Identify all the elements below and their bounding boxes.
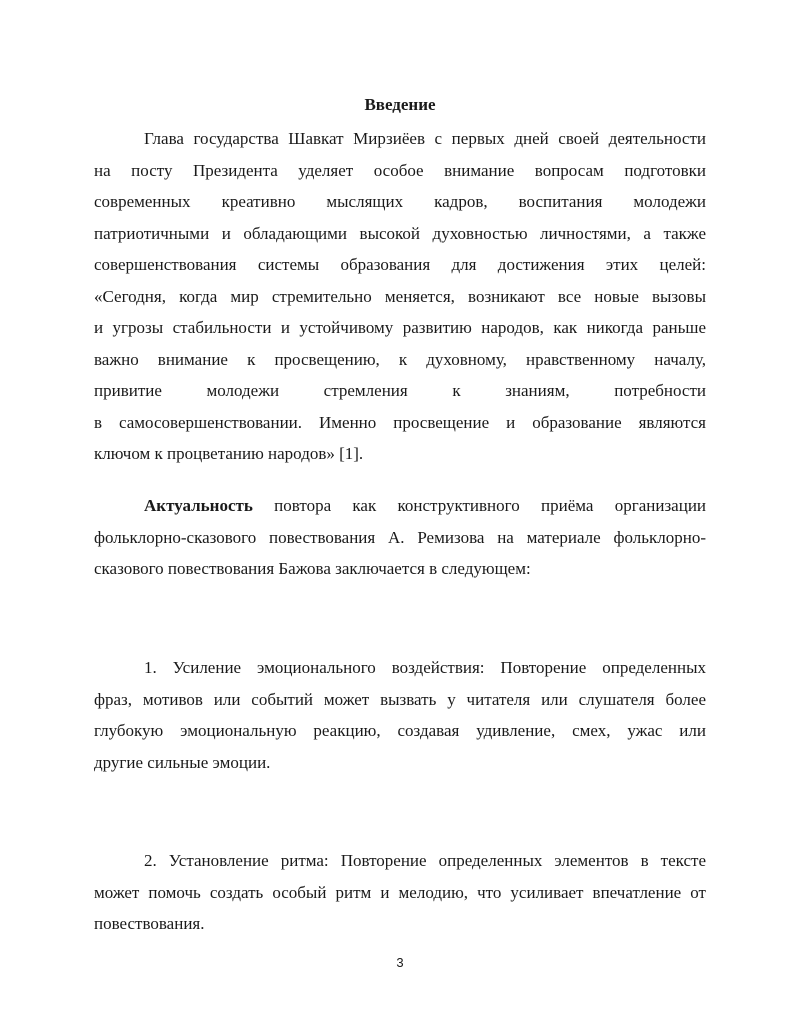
intro-line: совершенствования системы образования для достижения этих целей: bbox=[94, 255, 706, 274]
intro-line: и угрозы стабильности и устойчивому развитию народов, как никогда раньше bbox=[94, 318, 706, 337]
list-item-line: другие сильные эмоции. bbox=[94, 752, 271, 772]
intro-line: ключом к процветанию народов» [1]. bbox=[94, 444, 364, 463]
relevance-first-line bbox=[94, 490, 706, 522]
intro-line: современных креативно мыслящих кадров, воспитания молодежи bbox=[94, 192, 706, 211]
list-item-2 bbox=[94, 845, 706, 940]
intro-line: Глава государства Шавкат Мирзиёев с первых дней своей деятельности bbox=[144, 129, 706, 148]
page-number: 3 bbox=[396, 955, 404, 970]
list-item-line: фраз, мотивов или событий может вызвать у читателя или слушателя более bbox=[94, 689, 706, 709]
relevance-line: фольклорно-сказового повествования А. Ремизова на материале фольклорно- bbox=[94, 527, 706, 547]
list-item-1 bbox=[94, 652, 706, 778]
list-item-line: 2. Установление ритма: Повторение определенных элементов в тексте bbox=[144, 851, 706, 870]
intro-line: в самосовершенствовании. Именно просвещение и образование являются bbox=[94, 412, 706, 432]
intro-line: «Сегодня, когда мир стремительно меняется, возникают все новые вызовы bbox=[94, 286, 706, 306]
intro-line: патриотичными и обладающими высокой духовностью личностями, а также bbox=[94, 223, 706, 243]
list-item-line: повествования. bbox=[94, 914, 205, 933]
relevance-line: сказового повествования Бажова заключается в следующем: bbox=[94, 559, 531, 578]
relevance-paragraph bbox=[94, 490, 706, 585]
list-item-line: может помочь создать особый ритм и мелодию, что усиливает впечатление от bbox=[94, 882, 706, 902]
relevance-lead: Актуальность bbox=[144, 496, 253, 515]
intro-paragraph bbox=[94, 123, 706, 470]
intro-line: привитие молодежи стремления к знаниям, потребности bbox=[94, 381, 706, 400]
page-title: Введение bbox=[364, 95, 436, 114]
relevance-line-rest: повтора как конструктивного приёма организации bbox=[274, 496, 707, 515]
intro-line: на посту Президента уделяет особое внимание вопросам подготовки bbox=[94, 160, 706, 180]
list-item-line: глубокую эмоциональную реакцию, создавая удивление, смех, ужас или bbox=[94, 721, 706, 740]
intro-line: важно внимание к просвещению, к духовному, нравственному началу, bbox=[94, 349, 706, 369]
list-item-line: 1. Усиление эмоционального воздействия: Повторение определенных bbox=[144, 658, 706, 677]
